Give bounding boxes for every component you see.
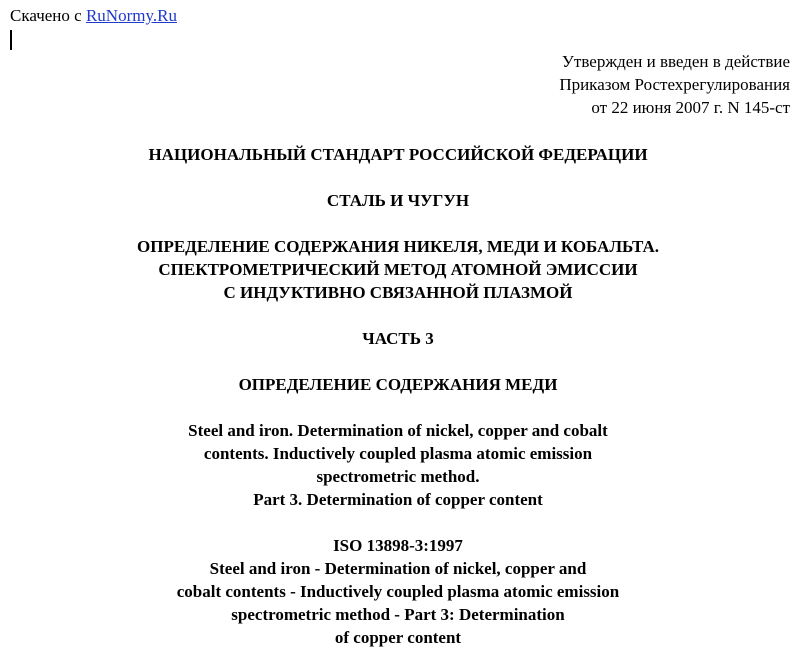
title-line-3: С ИНДУКТИВНО СВЯЗАННОЙ ПЛАЗМОЙ (223, 283, 573, 302)
subject-text: СТАЛЬ И ЧУГУН (326, 191, 470, 210)
approval-block (559, 50, 790, 119)
subject-heading (0, 189, 796, 212)
text-cursor (10, 30, 12, 50)
runormy-link[interactable]: RuNormy.Ru (85, 6, 177, 25)
english-title-line-1: Steel and iron. Determination of nickel, copper and cobalt (188, 421, 608, 440)
iso-title-line-2: cobalt contents - Inductively coupled plasma atomic emission (176, 582, 620, 601)
download-source-prefix: Скачено с (10, 6, 86, 25)
document-title (0, 235, 796, 304)
national-standard-text: НАЦИОНАЛЬНЫЙ СТАНДАРТ РОССИЙСКОЙ ФЕДЕРАЦИИ (148, 145, 648, 164)
national-standard-heading (0, 143, 796, 166)
iso-title-line-1: Steel and iron - Determination of nickel, copper and (209, 559, 587, 578)
title-line-1: ОПРЕДЕЛЕНИЕ СОДЕРЖАНИЯ НИКЕЛЯ, МЕДИ И КОБАЛЬТА. (137, 237, 659, 256)
part-heading (0, 327, 796, 350)
download-source-line (10, 5, 177, 27)
approval-line-1: Утвержден и введен в действие (561, 52, 790, 71)
english-title-line-4: Part 3. Determination of copper content (253, 490, 543, 509)
part-title-heading (0, 373, 796, 396)
iso-number: ISO 13898-3:1997 (333, 536, 463, 555)
english-title (0, 419, 796, 511)
iso-title-line-3: spectrometric method - Part 3: Determination (231, 605, 565, 624)
part-number: ЧАСТЬ 3 (362, 329, 434, 348)
iso-title-line-4: of copper content (334, 628, 462, 647)
title-line-2: СПЕКТРОМЕТРИЧЕСКИЙ МЕТОД АТОМНОЙ ЭМИССИИ (158, 260, 638, 279)
english-title-line-2: contents. Inductively coupled plasma atomic emission (203, 444, 593, 463)
part-title: ОПРЕДЕЛЕНИЕ СОДЕРЖАНИЯ МЕДИ (238, 375, 558, 394)
approval-line-3: от 22 июня 2007 г. N 145-ст (591, 98, 790, 117)
approval-line-2: Приказом Ростехрегулирования (559, 75, 790, 94)
english-title-line-3: spectrometric method. (316, 467, 480, 486)
iso-reference (0, 534, 796, 649)
